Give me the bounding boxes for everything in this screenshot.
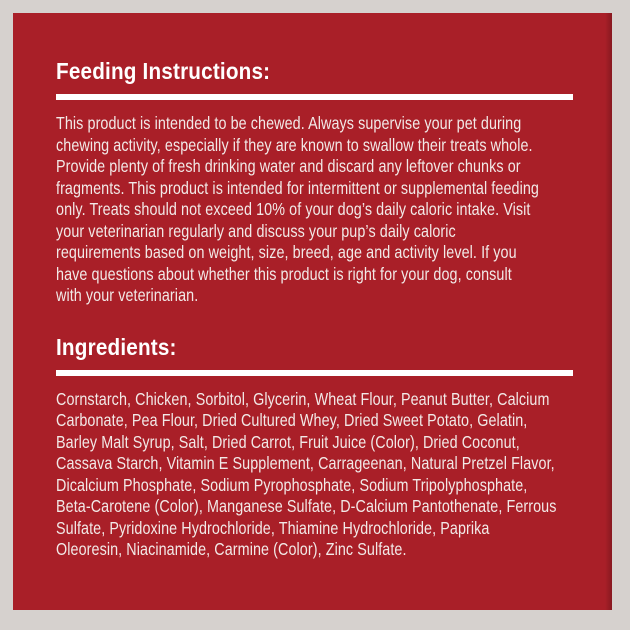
- text-line: Barley Malt Syrup, Salt, Dried Carrot, Fruit Juice (Color), Dried Coconut,: [56, 431, 520, 452]
- label-content: [56, 13, 612, 561]
- text-line: with your veterinarian.: [56, 285, 199, 305]
- text-line: Provide plenty of fresh drinking water and discard any leftover chunks or: [56, 156, 521, 176]
- ingredients-text: [56, 389, 581, 561]
- text-line: Dicalcium Phosphate, Sodium Pyrophosphate, Sodium Tripolyphosphate,: [56, 474, 528, 495]
- divider-rule: [56, 370, 573, 376]
- text-line: requirements based on weight, size, breed, age and activity level. If you: [56, 242, 517, 262]
- text-line: Oleoresin, Niacinamide, Carmine (Color), Zinc Sulfate.: [56, 539, 407, 559]
- text-line: only. Treats should not exceed 10% of your dog’s daily caloric intake. Visit: [56, 199, 531, 219]
- red-label-panel: [13, 13, 612, 610]
- text-line: chewing activity, especially if they are known to swallow their treats whole.: [56, 134, 533, 155]
- text-line: Beta-Carotene (Color), Manganese Sulfate, D-Calcium Pantothenate, Ferrous: [56, 496, 557, 516]
- text-line: fragments. This product is intended for intermittent or supplemental feeding: [56, 177, 539, 198]
- text-line: This product is intended to be chewed. Always supervise your pet during: [56, 113, 522, 133]
- feeding-instructions-heading: Feeding Instructions:: [56, 58, 271, 84]
- divider-rule: [56, 94, 573, 100]
- ingredients-heading: Ingredients:: [56, 333, 177, 360]
- text-line: Cassava Starch, Vitamin E Supplement, Carrageenan, Natural Pretzel Flavor,: [56, 453, 555, 473]
- text-line: Cornstarch, Chicken, Sorbitol, Glycerin, Wheat Flour, Peanut Butter, Calcium: [56, 388, 550, 409]
- feeding-instructions-text: [56, 113, 581, 307]
- text-line: have questions about whether this product is right for your dog, consult: [56, 263, 512, 284]
- text-line: your veterinarian regularly and discuss your pup’s daily caloric: [56, 220, 456, 241]
- text-line: Sulfate, Pyridoxine Hydrochloride, Thiamine Hydrochloride, Paprika: [56, 517, 490, 538]
- text-line: Carbonate, Pea Flour, Dried Cultured Whey, Dried Sweet Potato, Gelatin,: [56, 410, 528, 430]
